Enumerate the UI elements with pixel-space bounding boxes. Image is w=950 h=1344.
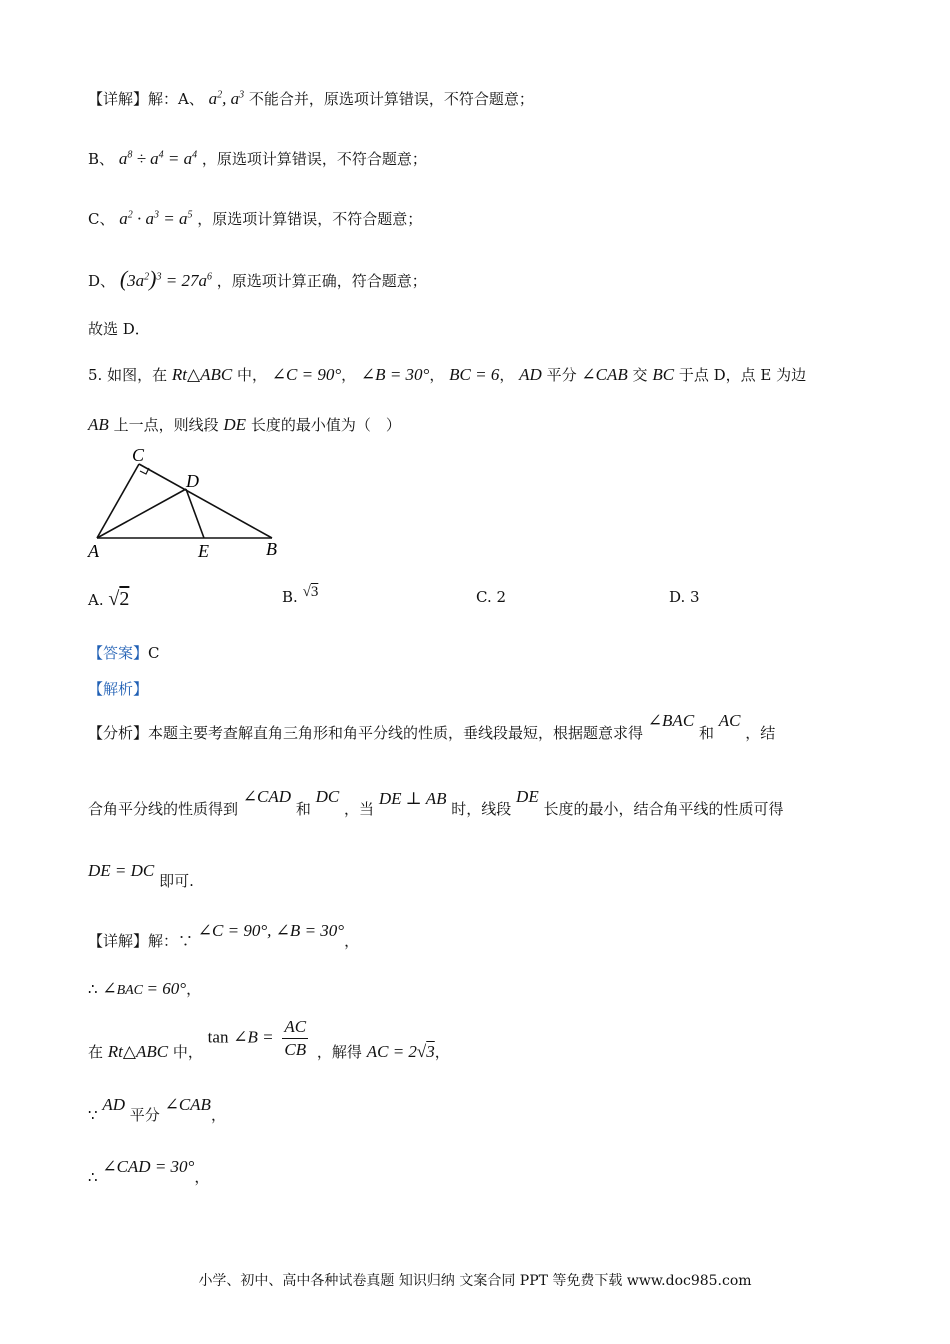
detail-line-c: C、 $a^2 \cdot a^3 = a^5$ ，原选项计算错误，不符合题意； xyxy=(88,209,423,228)
segment-de xyxy=(186,489,204,538)
question-5-line-2: AB 上一点，则线段 DE 长度的最小值为（ ） xyxy=(88,415,401,434)
math-d: $(3a^2)^3 = 27a^6$ xyxy=(119,266,212,291)
footer: 小学、初中、高中各种试卷真题 知识归纳 文案合同 PPT 等免费下载 www.doc985.com xyxy=(198,1273,752,1289)
label-a: A xyxy=(88,541,99,561)
option-a: A. √2 xyxy=(88,588,130,610)
conclusion: 故选 D． xyxy=(88,320,150,338)
option-b: B. √3 xyxy=(282,584,319,606)
side-cb xyxy=(139,464,272,538)
label-d: D xyxy=(186,471,199,491)
detail-step-1: 【详解】解：∵ ∠C = 90°, ∠B = 30°， xyxy=(88,921,360,950)
label-b: B xyxy=(266,539,277,559)
option-c: C. 2 xyxy=(476,588,507,606)
math-b: $a^8 \div a^4 = a^4$ xyxy=(118,149,198,168)
label-c: C xyxy=(132,445,145,465)
detail-line-b: B、 $a^8 \div a^4 = a^4$ ，原选项计算错误，不符合题意； xyxy=(88,149,427,168)
detail-step-2: ∴ ∠BAC = 60°， xyxy=(88,979,202,998)
detail-step-4: ∵ AD 平分 ∠CAB， xyxy=(88,1095,226,1124)
label-e: E xyxy=(198,541,209,561)
analysis-line-3: DE = DC 即可. xyxy=(88,861,194,890)
triangle-figure xyxy=(86,440,296,570)
detail-label: 【详解】解：A、 xyxy=(88,90,204,108)
analysis-line-1: 【分析】本题主要考查解直角三角形和角平分线的性质，垂线段最短，根据题意求得 ∠BAC 和 AC ，结 xyxy=(88,711,776,742)
math-a2-a3: $a^2$, $a^3$ xyxy=(208,89,245,108)
question-5-line-1: 5. 如图，在 Rt△ABC 中， ∠C = 90°， ∠B = 30°， BC = 6， AD 平分 ∠CAB 交 BC 于点 D，点 E 为边 xyxy=(88,365,807,384)
answer: 【答案】C xyxy=(88,644,160,662)
sqrt-icon: √3 xyxy=(302,584,319,600)
analysis-line-2: 合角平分线的性质得到 ∠CAD 和 DC ，当 DE ⊥ AB 时，线段 DE 长度的最小，结合角平线的性质可得 xyxy=(88,787,784,818)
detail-step-3: 在 Rt△ABC 中， tan ∠B = $\frac{AC}{CB}$ ，解得 AC = 2√3， xyxy=(88,1017,450,1061)
sqrt-icon: √2 xyxy=(108,588,130,610)
detail-line-d: D、 $(3a^2)^3 = 27a^6$ ，原选项计算正确，符合题意； xyxy=(88,266,427,291)
math-c: $a^2 \cdot a^3 = a^5$ xyxy=(119,209,193,228)
fraction-ac-cb: $\frac{AC}{CB}$ xyxy=(284,1017,307,1059)
detail-line-a: 【详解】解：A、 $a^2$, $a^3$ 不能合并，原选项计算错误，不符合题意； xyxy=(88,89,534,108)
detail-step-5: ∴ ∠CAD = 30°， xyxy=(88,1157,210,1186)
option-d: D. 3 xyxy=(669,588,700,606)
analysis-heading: 【解析】 xyxy=(88,680,149,698)
